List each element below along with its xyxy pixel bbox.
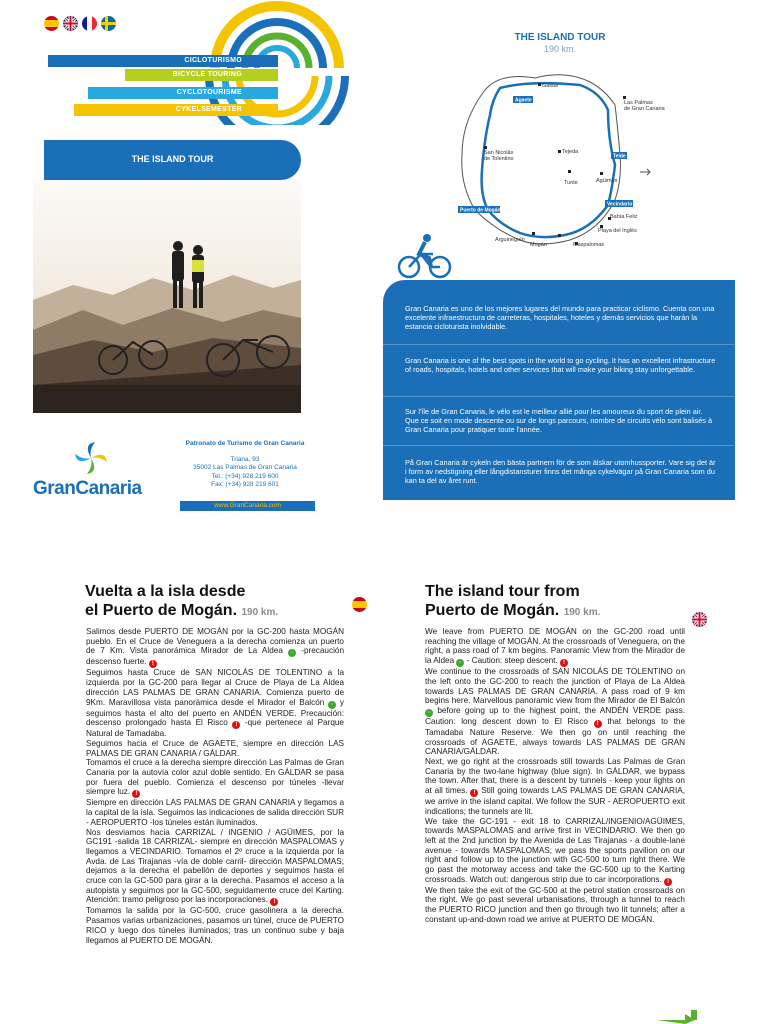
cyclists-photo: [33, 180, 301, 413]
warning-icon: !: [270, 898, 278, 906]
island-map: [440, 60, 670, 260]
corner-arrow-icon: [655, 1008, 705, 1024]
road-sign: Puerto de Mogán: [460, 207, 501, 214]
uk-flag-icon: [692, 612, 707, 627]
map-label: San Nicolás: [484, 150, 514, 156]
address-line-1: Triana, 93: [230, 455, 260, 463]
map-label: de Tolentino: [484, 156, 514, 162]
es-title-line2: el Puerto de Mogán.: [85, 602, 238, 619]
phone: Tel.: (+34) 928 219 600: [211, 472, 279, 480]
map-label: de Gran Canaria: [624, 106, 665, 112]
map-distance: 190 km.: [543, 44, 576, 54]
france-flag-icon[interactable]: [82, 16, 97, 31]
intro-spanish: Gran Canaria es uno de los mejores lugares del mundo para practicar ciclismo. Cuenta con una excelente infraestructura de carreteras, hospitales, hoteles y demás servicios que harán la estancia cicloturista inolvidable.: [405, 304, 715, 331]
map-label: Maspalomas: [573, 242, 605, 248]
warning-icon: !: [232, 721, 240, 729]
island-tour-header: [44, 140, 301, 180]
warning-icon: !: [132, 790, 140, 798]
en-title-line2: Puerto de Mogán.: [425, 602, 560, 619]
intro-french: Sur l'île de Gran Canaria, le vélo est le meilleur allié pour les amoureux du sport de plein air. Que ce soit en mode descente ou sur de longs parcours, nombre de circuits vélo sont balisés à Gran Canaria pour pratiquer toute l'année.: [405, 407, 713, 434]
divider: [383, 396, 735, 397]
map-label: Tejeda: [562, 149, 579, 155]
banner-label: CYCLOTOURISME: [176, 89, 242, 96]
banner-cyclotourisme: [88, 87, 278, 99]
map-label: Gáldar: [542, 83, 559, 89]
language-flags: [44, 16, 116, 31]
contact-block: [180, 440, 310, 490]
es-title: [85, 582, 335, 622]
es-body: Salimos desde PUERTO DE MOGÁN por la GC-200 hasta MOGÁN pueblo. En el Cruce de Veneguera a la derecha comienza un puerto de 7 Km. Vista panorámica Mirador de La Aldea · -precaución descenso fuerte. ! Seguimos hasta Cruce de SAN NICOLÁS DE TOLENTINO a la izquierda por la GC-200 para llegar al Cruce de Playa de La Aldea dirección LAS PALMAS DE GRAN CANARIA. Comienza puerto de 9Km. Maravillosa vista panorámica desde el Mirador el Balcón · y seguimos hasta el alto del puerto en ANDÉN VERDE. Precaución: descenso prolongado hasta El Risco ! -que pertenece al Parque Natural de Tamadaba. Seguimos hacia el Cruce de AGAETE, siempre en dirección LAS PALMAS DE GRAN CANARIA / GÁLDAR. Tomamos el cruce a la derecha siempre dirección Las Palmas de Gran Canaria por la autovía color azul doble sentido. En GÁLDAR se pasa por fuera del pueblo. Comienza el descenso por túneles -llevar siempre luz. ! Siempre en dirección LAS PALMAS DE GRAN CANARIA y llegamos a la capital de la isla. Seguimos las indicaciones de salida dirección SUR - AEROPUERTO -los túneles están iluminados. Nos desviamos hacia CARRIZAL / INGENIO / AGÜIMES, por la GC191 -salida 18 CARRIZAL- siempre en dirección MASPALOMAS y llegamos a VECINDARIO. Tomamos el 2º cruce a la izquierda por la Avda. de Las Tirajanas -vía de doble carril- dirección MASPALOMAS; dejamos a la derecha el pabellón de deportes y seguimos hasta el cruce con la GC-500 para girar a la derecha. Pasamos el acceso a la autopista y seguimos por la GC-500, seguidamente cruce del Karting. Atención: tramo peligroso por las incorporaciones. ! Tomamos la salida por la GC-500, cruce gasolinera a la derecha. Pasamos varias urbanizaciones, pasamos un túnel, cruce de PUERTO RICO y luego dos túneles iluminados; tras un continuo sube y baja llegamos al PUERTO DE MOGÁN.: [86, 627, 344, 945]
en-title-line1: The island tour from: [425, 583, 580, 600]
logo-swirl-icon: [73, 440, 109, 476]
en-km: 190 km.: [563, 607, 601, 618]
intro-swedish: På Gran Canaria är cykeln den bästa partnern för de som älskar utomhussporter. Vare sig det är i form av nedstigning eller långdistansturer finns det många cykelvägar på Gran Canaria som du kan ta del av året runt.: [405, 458, 716, 485]
divider: [383, 344, 735, 345]
viewpoint-icon: ·: [288, 649, 296, 657]
viewpoint-icon: ·: [328, 701, 336, 709]
cyclist-icon: [397, 232, 452, 280]
banner-cicloturismo: [48, 55, 278, 67]
map-label: Tunte: [564, 180, 578, 186]
road-sign: Vecindario: [607, 201, 633, 208]
org-name: Patronato de Turismo de Gran Canaria: [185, 440, 305, 447]
viewpoint-icon: ·: [456, 659, 464, 667]
map-label: Arguineguín: [495, 237, 525, 243]
es-title-line1: Vuelta a la isla desde: [85, 583, 246, 600]
gran-canaria-logo: [33, 440, 163, 500]
banner-bicycle-touring: [125, 69, 278, 81]
intro-box: [383, 280, 735, 500]
viewpoint-icon: ·: [425, 709, 433, 717]
es-km: 190 km.: [241, 607, 279, 618]
map-label: Las Palmas: [624, 100, 653, 106]
intro-english: Gran Canaria is one of the best spots in the world to go cycling. It has an excellent infrastructure of roads, hospitals, hotels and other services that will make your biking stay unforgettable.: [405, 356, 716, 374]
warning-icon: !: [560, 659, 568, 667]
fax: Fax: (+34) 928 219 601: [211, 481, 279, 488]
spain-flag-icon[interactable]: [44, 16, 59, 31]
banner-label: CICLOTURISMO: [184, 57, 242, 64]
en-title: [425, 582, 675, 622]
spain-flag-icon: [352, 597, 367, 612]
warning-icon: !: [149, 660, 157, 668]
banner-label: CYKELSEMESTER: [175, 106, 242, 113]
map-label: Mogán: [530, 242, 547, 248]
map-label: Bahía Feliz: [610, 214, 638, 220]
warning-icon: !: [664, 878, 672, 886]
en-body: We leave from PUERTO DE MOGÁN on the GC-200 road until reaching the village of MOGÁN. At the crossroads of Veneguera, on the right, a pass road of 7 km begins. Panoramic View from the Mirador de la Aldea · - Caution: steep descent. ! We continue to the crossroads of SAN NICOLÁS DE TOLENTINO on the left onto the GC-200 to reach the junction of Playa de La Aldea towards LAS PALMAS DE GRAN CANARIA. A pass road of 9 km begins here. Marvellous panoramic view from the Mirador de El Balcón · before going up to the highest point, the ANDÉN VERDE pass. Caution: long descent down to El Risco ! that belongs to the Tamadaba Nature Reserve. We then go on until reaching the crossroads of AGAETE, always towards LAS PALMAS DE GRAN CANARIA/GÁLDAR. Next, we go right at the crossroads still towards Las Palmas de Gran Canaria by the two-lane highway (blue sign). In GÁLDAR, we bypass the town. After that, there is a descent by tunnels - keep your lights on at all times. ! Still going towards LAS PALMAS DE GRAN CANARIA, we arrive in the island capital. We follow the SUR - AEROPUERTO exit indications; the tunnels are lit. We take the GC-191 - exit 18 to CARRIZAL/INGENIO/AGÜIMES, towards MASPALOMAS and arrive first in VECINDARIO. We then go left at the 2nd junction by the Avenida de Las Tirajanas - a double-lane avenue - towards MASPALOMAS; we pass the sports pavilion on our right and follow up to the junction with GC-500 to turn right there. We go past the motorway access and take the GC-500 up to the Karting crossroads. Watch out: dangerous strip due to car incorporations. ! We then take the exit of the GC-500 at the petrol station crossroads on the right. We go past several urbanisations, through a tunnel to reach the PUERTO RICO junction and then go through two lit tunnels; after a constant up-and-down road we arrive at PUERTO DE MOGÁN.: [425, 627, 685, 924]
logo-text: GranCanaria: [33, 478, 142, 499]
sweden-flag-icon[interactable]: [101, 16, 116, 31]
map-label: Playa del Inglés: [598, 228, 637, 234]
map-title: THE ISLAND TOUR: [514, 32, 606, 43]
website-link[interactable]: www.GranCanaria.com: [180, 501, 315, 511]
header-title: THE ISLAND TOUR: [131, 154, 214, 164]
banner-label: BICYCLE TOURING: [172, 71, 242, 78]
divider: [383, 445, 735, 446]
uk-flag-icon[interactable]: [63, 16, 78, 31]
airplane-icon: [640, 169, 650, 175]
address-line-2: 35002 Las Palmas de Gran Canaria: [193, 464, 297, 471]
road-sign: Agaete: [515, 97, 532, 104]
warning-icon: !: [470, 789, 478, 797]
road-sign: Telde: [613, 153, 626, 160]
map-label: Agüimes: [596, 178, 618, 184]
banner-cykelsemester: [74, 104, 278, 116]
warning-icon: !: [594, 720, 602, 728]
